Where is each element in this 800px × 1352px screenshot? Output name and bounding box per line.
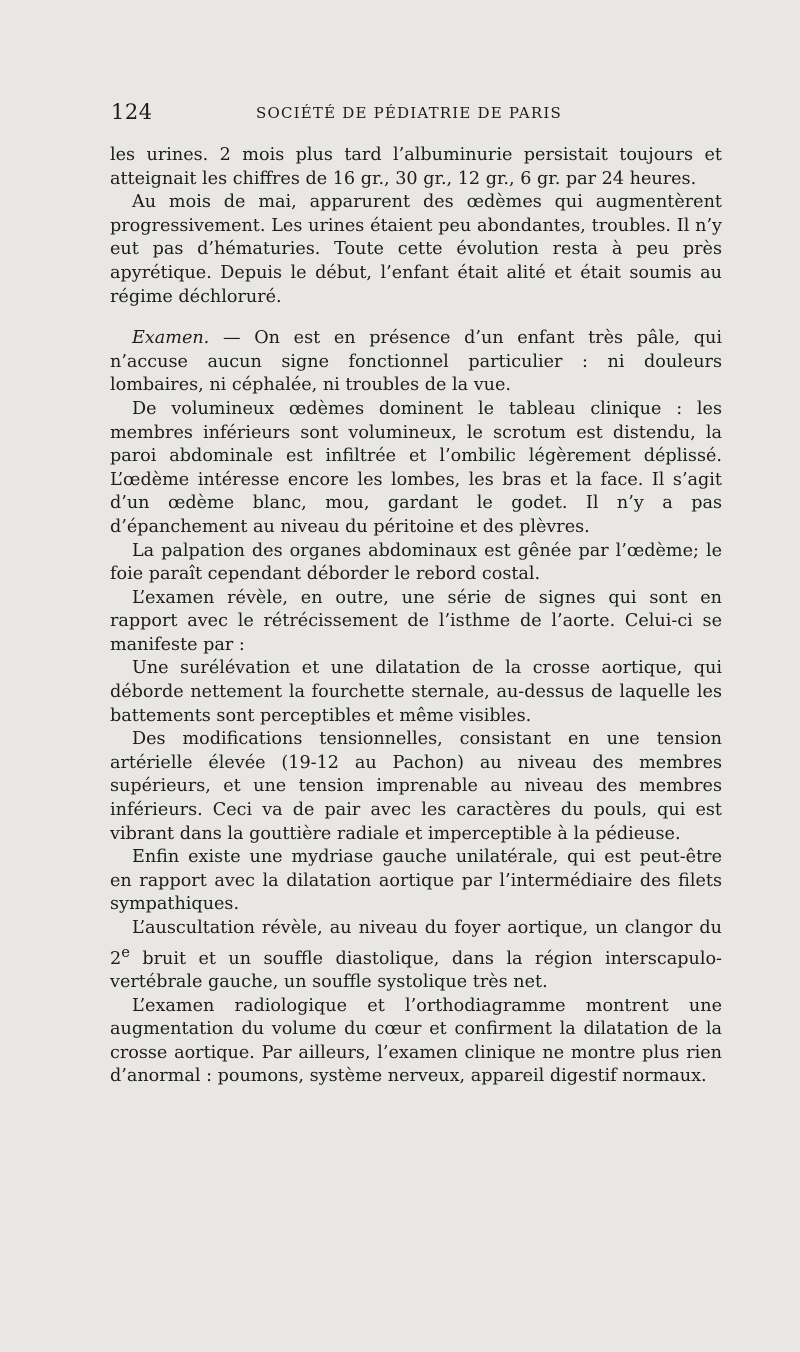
paragraph: La palpation des organes abdominaux est gênée par l’œdème; le foie paraît cependant déborder le rebord costal. — [110, 540, 722, 585]
paragraph: De volumineux œdèmes dominent le tableau clinique : les membres inférieurs sont volumineux, le scrotum est distendu, la paroi abdominale est infiltrée et l’ombilic légèrement déplissé. L’œdème intéresse encore les lombes, les bras et la face. Il s’agit d’un œdème blanc, mou, gardant le godet. Il n’y a pas d’épanchement au niveau du péritoine et des plèvres. — [110, 398, 722, 537]
body-text — [110, 144, 722, 1089]
page-number: 124 — [111, 100, 153, 124]
paragraph-examen — [110, 327, 722, 398]
paragraph-auscultation — [110, 917, 722, 995]
paragraph-text: — On est en présence d’un enfant très pâle, qui n’accuse aucun signe fonctionnel particulier : ni douleurs lombaires, ni céphalée, ni troubles de la vue. — [110, 328, 722, 396]
page-header — [111, 100, 723, 130]
paragraph: Au mois de mai, apparurent des œdèmes qui augmentèrent progressivement. Les urines étaient peu abondantes, troubles. Il n’y eut pas d’hématuries. Toute cette évolution resta à peu près apyrétique. Depuis le début, l’enfant était alité et était soumis au régime déchloruré. — [110, 192, 722, 307]
paragraph-continued: les urines. 2 mois plus tard l’albuminurie persistait toujours et atteignait les chiffres de 16 gr., 30 gr., 12 gr., 6 gr. par 24 heures. — [110, 145, 722, 189]
paragraph: L’examen radiologique et l’orthodiagramme montrent une augmentation du volume du cœur et confirment la dilatation de la crosse aortique. Par ailleurs, l’examen clinique ne montre plus rien d’anormal : poumons, système nerveux, appareil digestif normaux. — [110, 995, 722, 1087]
superscript: e — [121, 943, 130, 961]
paragraph: Des modifications tensionnelles, consistant en une tension artérielle élevée (19-12 au Pachon) au niveau des membres supérieurs, et une tension imprenable au niveau des membres inférieurs. Ceci va de pair avec les caractères du pouls, qui est vibrant dans la gouttière radiale et imperceptible à la pédieuse. — [110, 729, 722, 844]
running-head: SOCIÉTÉ DE PÉDIATRIE DE PARIS — [256, 104, 562, 122]
paragraph-text: L’auscultation révèle, au niveau du foyer aortique, un clangor du 2 — [110, 918, 722, 969]
paragraph: L’examen révèle, en outre, une série de signes qui sont en rapport avec le rétrécissement de l’isthme de l’aorte. Celui-ci se manifeste par : — [110, 587, 722, 655]
paragraph: Enfin existe une mydriase gauche unilatérale, qui est peut-être en rapport avec la dilatation aortique par l’intermédiaire des filets sympathiques. — [110, 847, 722, 915]
paragraph: Une surélévation et une dilatation de la crosse aortique, qui déborde nettement la fourchette sternale, au-dessus de laquelle les battements sont perceptibles et même visibles. — [110, 658, 722, 726]
paragraph-text: bruit et un souffle diastolique, dans la région interscapulo-vertébrale gauche, un souffle systolique très net. — [110, 948, 722, 993]
section-lead: Examen. — [132, 328, 210, 349]
